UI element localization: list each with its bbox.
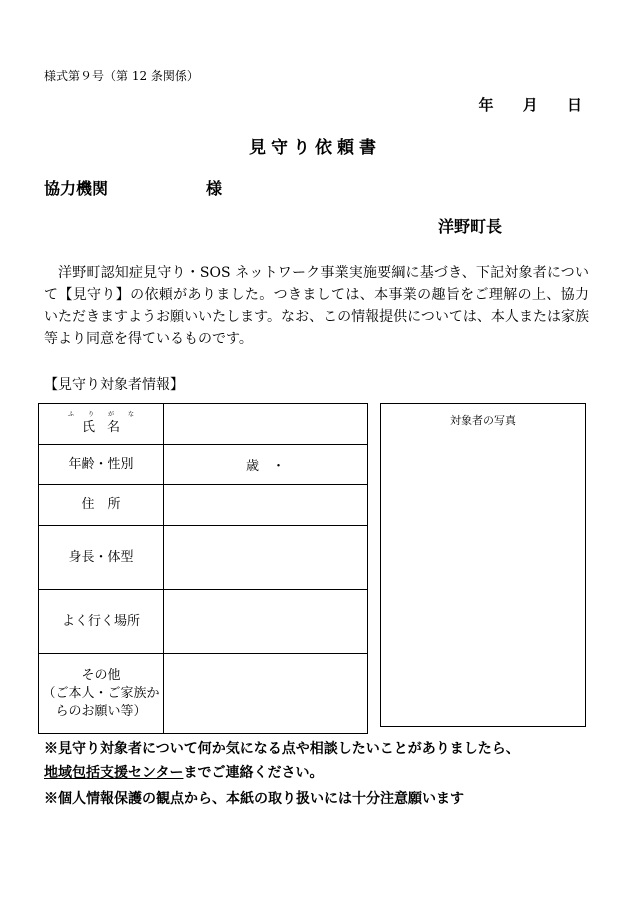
date-day: 日 — [566, 96, 582, 114]
other-label-line1: その他 — [81, 667, 121, 683]
document-title: 見守り依頼書 — [249, 138, 381, 158]
address-value-cell[interactable] — [164, 485, 368, 526]
section-label: 【見守り対象者情報】 — [44, 377, 184, 393]
age-gender-label: 年齢・性別 — [39, 445, 164, 485]
address-label: 住 所 — [39, 485, 164, 526]
other-label-cell — [39, 654, 164, 734]
contact-note-line2-rest: までご連絡ください。 — [183, 765, 324, 781]
table-row — [39, 590, 368, 654]
photo-box — [380, 403, 586, 727]
height-build-label: 身長・体型 — [39, 526, 164, 590]
table-row — [39, 404, 368, 445]
photo-label: 対象者の写真 — [450, 414, 516, 427]
sender: 洋野町長 — [438, 217, 503, 236]
subject-info-table — [38, 403, 368, 734]
age-gender-value-cell[interactable]: 歳 ・ — [164, 445, 368, 485]
support-center-link: 地域包括支援センター — [44, 765, 184, 781]
contact-note-line1: ※見守り対象者について何か気になる点や相談したいことがありましたら、 — [44, 741, 520, 757]
contact-note-line2 — [44, 761, 520, 785]
addressee-label: 協力機関 — [44, 179, 109, 198]
height-build-value-cell[interactable] — [164, 526, 368, 590]
date-year: 年 — [478, 96, 494, 114]
other-value-cell[interactable] — [164, 654, 368, 734]
privacy-note: ※個人情報保護の観点から、本紙の取り扱いには十分注意願います — [44, 791, 464, 807]
table-row — [39, 445, 368, 485]
table-row — [39, 526, 368, 590]
addressee — [44, 176, 223, 199]
date-month: 月 — [522, 96, 538, 114]
table-row — [39, 654, 368, 734]
furigana-label: ふりがな — [67, 411, 148, 418]
table-row — [39, 485, 368, 526]
contact-note — [44, 737, 520, 785]
frequent-places-label: よく行く場所 — [39, 590, 164, 654]
form-number: 様式第９号（第 12 条関係） — [44, 69, 199, 83]
other-label-line2: （ご本人・ご家族か — [42, 685, 160, 701]
name-value-cell[interactable] — [164, 404, 368, 445]
frequent-places-value-cell[interactable] — [164, 590, 368, 654]
addressee-suffix: 様 — [206, 179, 223, 198]
other-label-line3: らのお願い等） — [55, 703, 147, 719]
name-label: 氏名 — [81, 420, 132, 435]
name-label-cell — [39, 404, 164, 445]
date-line — [470, 94, 582, 115]
body-paragraph: 洋野町認知症見守り・SOS ネットワーク事業実施要綱に基づき、下記対象者について【見守り】の依頼がありました。つきましては、本事業の趣旨をご理解の上、協力いただきますようお願いいたします。なお、この情報提供については、本人または家族等より同意を得ているものです。 — [44, 265, 589, 347]
